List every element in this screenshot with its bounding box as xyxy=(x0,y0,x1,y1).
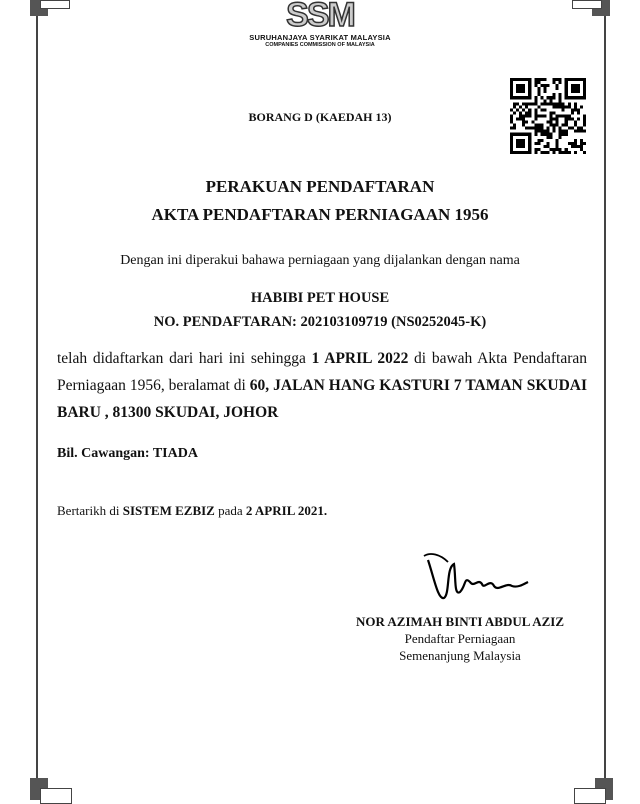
intro-text: Dengan ini diperakui bahawa perniagaan yang dijalankan dengan nama xyxy=(120,253,520,268)
title-line1: PERAKUAN PENDAFTARAN xyxy=(205,177,435,196)
registration-body xyxy=(57,345,587,426)
corner-box-tl xyxy=(40,0,70,9)
system-name: SISTEM EZBIZ xyxy=(122,503,215,518)
title-line2: AKTA PENDAFTARAN PERNIAGAAN 1956 xyxy=(151,205,489,224)
ssm-logo xyxy=(232,0,408,50)
issue-date: 2 APRIL 2021. xyxy=(245,503,328,518)
logo-line2: COMPANIES COMMISSION OF MALAYSIA xyxy=(265,42,375,48)
expiry-date: 1 APRIL 2022 xyxy=(311,350,409,367)
body-text-2: di bawah Akta Pendaftaran Perniagaan 1956, beralamat di xyxy=(57,350,588,394)
registration-number: NO. PENDAFTARAN: 202103109719 (NS0252045-K) xyxy=(153,314,487,330)
dated-text-1: Bertarikh di xyxy=(57,503,123,518)
form-code: BORANG D (KAEDAH 13) xyxy=(248,110,392,124)
corner-box-br xyxy=(574,788,606,804)
branch-count: Bil. Cawangan: TIADA xyxy=(57,446,198,461)
business-address: 60, JALAN HANG KASTURI 7 TAMAN SKUDAI BARU , 81300 SKUDAI, JOHOR xyxy=(57,377,587,421)
body-text-1: telah didaftarkan dari hari ini sehingga xyxy=(57,350,312,367)
signatory-region: Semenanjung Malaysia xyxy=(399,648,521,663)
signatory-name: NOR AZIMAH BINTI ABDUL AZIZ xyxy=(355,614,565,629)
logo-line1: SURUHANJAYA SYARIKAT MALAYSIA xyxy=(249,33,391,42)
signature xyxy=(420,548,530,608)
dated-line xyxy=(57,503,327,519)
corner-box-tr xyxy=(572,0,602,9)
logo-mark: SSM xyxy=(286,0,354,34)
corner-box-bl xyxy=(40,788,72,804)
signatory-title: Pendaftar Perniagaan xyxy=(404,631,516,646)
business-name: HABIBI PET HOUSE xyxy=(250,290,390,306)
dated-text-2: pada xyxy=(214,503,246,518)
